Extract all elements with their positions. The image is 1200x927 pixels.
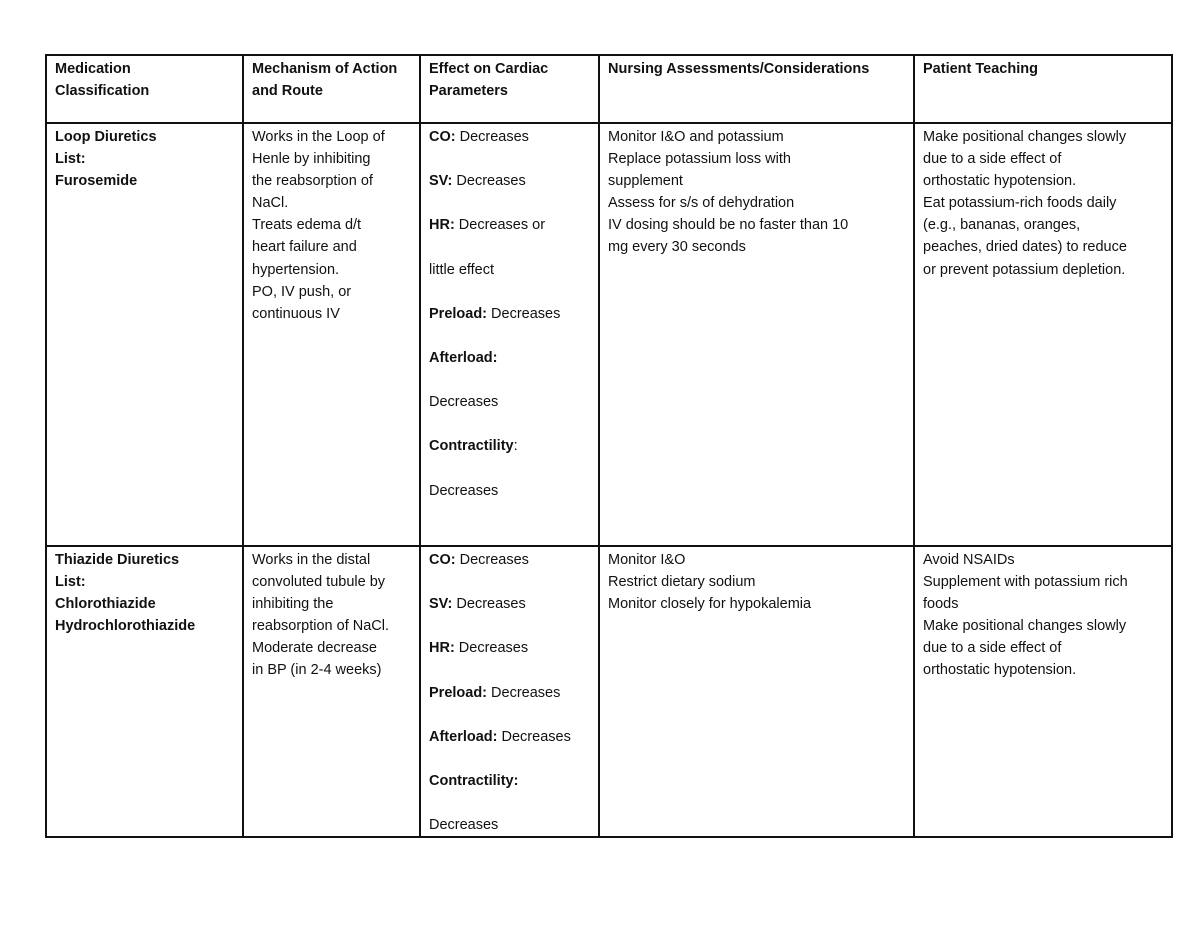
param-label: SV: <box>429 173 453 190</box>
teaching-line: Eat potassium-rich foods daily <box>923 195 1117 212</box>
header-line: and Route <box>252 83 323 100</box>
classification-cell <box>46 546 243 837</box>
cardiac-param <box>429 637 592 659</box>
mechanism-line: continuous IV <box>252 305 340 322</box>
table-header-row <box>46 55 1172 123</box>
mechanism-line: Moderate decrease <box>252 640 377 657</box>
param-value: : <box>513 438 518 455</box>
nursing-line: Monitor I&O and potassium <box>608 129 784 145</box>
param-label: Preload: <box>429 684 488 701</box>
classification-cell <box>46 123 243 546</box>
mechanism-line: inhibiting the <box>252 596 334 613</box>
classification-line: Furosemide <box>55 173 138 190</box>
nursing-line: mg every 30 seconds <box>608 239 746 256</box>
mechanism-line: the reabsorption of <box>252 173 373 190</box>
classification-line: Thiazide Diuretics <box>55 552 180 568</box>
header-mechanism <box>243 55 420 123</box>
cardiac-cell <box>420 123 599 546</box>
teaching-line: Avoid NSAIDs <box>923 552 1015 568</box>
param-label: HR: <box>429 217 455 234</box>
mechanism-line: Works in the Loop of <box>252 129 385 145</box>
classification-line: Loop Diuretics <box>55 129 157 145</box>
param-value: Decreases <box>429 394 499 411</box>
nursing-line: Monitor closely for hypokalemia <box>608 596 812 613</box>
mechanism-line: reabsorption of NaCl. <box>252 618 390 635</box>
header-line: Mechanism of Action <box>252 61 398 77</box>
teaching-line: due to a side effect of <box>923 640 1062 657</box>
param-value: Decreases <box>452 173 526 190</box>
nursing-line: Replace potassium loss with <box>608 151 791 168</box>
param-value: Decreases <box>454 640 529 657</box>
teaching-line: Supplement with potassium rich <box>923 574 1128 591</box>
header-line: Effect on Cardiac <box>429 61 549 77</box>
param-value: Decreases <box>455 552 529 568</box>
nursing-line: Monitor I&O <box>608 552 686 568</box>
param-label: CO: <box>429 552 456 568</box>
param-value: Decreases <box>452 596 526 613</box>
teaching-cell <box>914 546 1172 837</box>
cardiac-param <box>429 214 592 236</box>
param-label: Afterload: <box>429 349 498 366</box>
cardiac-param <box>429 126 592 148</box>
param-label: SV: <box>429 596 453 613</box>
teaching-line: peaches, dried dates) to reduce <box>923 239 1127 256</box>
mechanism-line: Treats edema d/t <box>252 217 362 234</box>
teaching-line: Make positional changes slowly <box>923 618 1127 635</box>
table-row <box>46 546 1172 837</box>
header-line: Parameters <box>429 83 508 100</box>
mechanism-cell <box>243 123 420 546</box>
classification-line: List: <box>55 574 86 591</box>
param-label: Contractility <box>429 438 514 455</box>
teaching-line: foods <box>923 596 959 613</box>
mechanism-line: PO, IV push, or <box>252 283 352 300</box>
header-classification <box>46 55 243 123</box>
cardiac-cell <box>420 546 599 837</box>
param-value: Decreases <box>429 817 499 834</box>
param-value: Decreases <box>487 684 561 701</box>
param-label: Preload: <box>429 305 488 322</box>
cardiac-param <box>429 480 592 502</box>
cardiac-param <box>429 726 592 748</box>
param-label: CO: <box>429 129 456 145</box>
cardiac-param <box>429 770 592 792</box>
nursing-line: Restrict dietary sodium <box>608 574 756 591</box>
classification-line: List: <box>55 151 86 168</box>
teaching-line: orthostatic hypotension. <box>923 173 1077 190</box>
cardiac-param <box>429 435 592 457</box>
nursing-line: Assess for s/s of dehydration <box>608 195 795 212</box>
param-label: HR: <box>429 640 455 657</box>
header-line: Patient Teaching <box>923 61 1038 77</box>
param-value: Decreases or <box>454 217 546 234</box>
param-label: Contractility: <box>429 772 519 789</box>
teaching-cell <box>914 123 1172 546</box>
mechanism-cell <box>243 546 420 837</box>
mechanism-line: NaCl. <box>252 195 289 212</box>
teaching-line: orthostatic hypotension. <box>923 662 1077 679</box>
header-cardiac <box>420 55 599 123</box>
cardiac-param <box>429 549 592 571</box>
mechanism-line: Works in the distal <box>252 552 371 568</box>
teaching-line: due to a side effect of <box>923 151 1062 168</box>
classification-line: Chlorothiazide <box>55 596 156 613</box>
mechanism-line: heart failure and <box>252 239 357 256</box>
param-label: Afterload: <box>429 728 498 745</box>
nursing-cell <box>599 546 914 837</box>
nursing-line: IV dosing should be no faster than 10 <box>608 217 849 234</box>
mechanism-line: convoluted tubule by <box>252 574 386 591</box>
cardiac-param <box>429 259 592 281</box>
header-teaching <box>914 55 1172 123</box>
cardiac-param <box>429 170 592 192</box>
table-row <box>46 123 1172 546</box>
param-value: Decreases <box>497 728 571 745</box>
teaching-line: or prevent potassium depletion. <box>923 261 1126 278</box>
mechanism-line: in BP (in 2-4 weeks) <box>252 662 382 679</box>
cardiac-param <box>429 303 592 325</box>
header-line: Nursing Assessments/Considerations <box>608 61 870 77</box>
param-value: little effect <box>429 261 495 278</box>
cardiac-param <box>429 682 592 704</box>
mechanism-line: Henle by inhibiting <box>252 151 371 168</box>
cardiac-param <box>429 814 592 836</box>
nursing-line: supplement <box>608 173 683 190</box>
header-line: Medication <box>55 61 131 77</box>
classification-line: Hydrochlorothiazide <box>55 618 196 635</box>
param-value: Decreases <box>487 305 561 322</box>
mechanism-line: hypertension. <box>252 261 340 278</box>
nursing-cell <box>599 123 914 546</box>
medication-table <box>45 54 1173 838</box>
cardiac-param <box>429 347 592 369</box>
header-nursing <box>599 55 914 123</box>
teaching-line: (e.g., bananas, oranges, <box>923 217 1081 234</box>
cardiac-param <box>429 593 592 615</box>
cardiac-param <box>429 391 592 413</box>
param-value: Decreases <box>429 482 499 499</box>
header-line: Classification <box>55 83 150 100</box>
teaching-line: Make positional changes slowly <box>923 129 1127 145</box>
param-value: Decreases <box>455 129 529 145</box>
